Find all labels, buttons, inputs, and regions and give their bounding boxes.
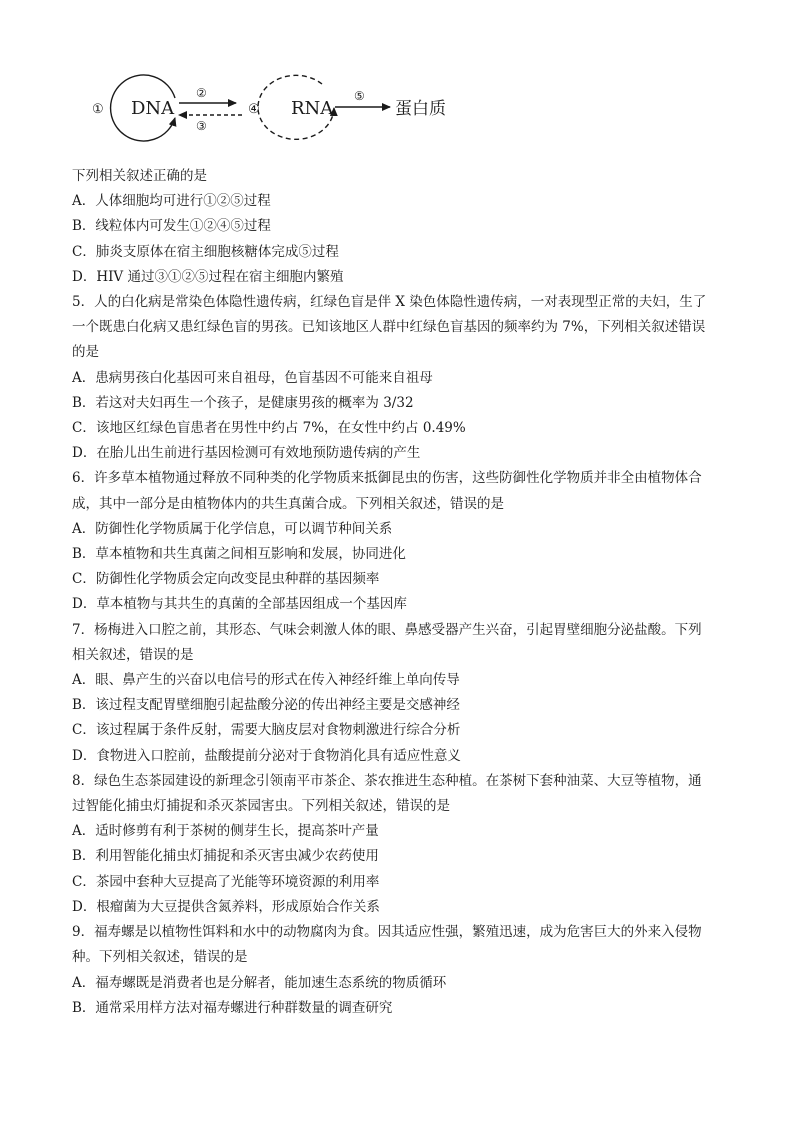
question-7-stem-line: 7．杨梅进入口腔之前，其形态、气味会刺激人体的眼、鼻感受器产生兴奋，引起胃壁细胞分泌盐酸。下列 [72,621,702,638]
label-process-2: ② [196,86,207,100]
question-6-stem-line: 成，其中一部分是由植物体内的共生真菌合成。下列相关叙述，错误的是 [72,495,504,512]
question-6 [72,466,728,617]
question-8-option-c[interactable]: C．茶园中套种大豆提高了光能等环境资源的利用率 [72,873,380,890]
label-process-3: ③ [196,119,207,133]
question-4-option-d[interactable]: D．HIV 通过③①②⑤过程在宿主细胞内繁殖 [72,268,344,285]
dna-label: DNA [131,98,175,119]
question-5-stem-line: 的是 [72,344,99,361]
question-6-option-a[interactable]: A．防御性化学物质属于化学信息，可以调节种间关系 [72,520,393,537]
question-5-stem-line: 5．人的白化病是常染色体隐性遗传病，红绿色盲是伴 X 染色体隐性遗传病，一对表现型正常的夫妇，生了 [72,294,707,311]
question-7-option-d[interactable]: D．食物进入口腔前，盐酸提前分泌对于食物消化具有适应性意义 [72,747,461,764]
question-9-stem-line: 种。下列相关叙述，错误的是 [72,949,248,966]
question-8-option-a[interactable]: A．适时修剪有利于茶树的侧芽生长，提高茶叶产量 [72,823,379,840]
question-4-stem: 下列相关叙述正确的是 [72,168,207,184]
question-5 [72,290,728,466]
question-content [72,164,728,1021]
question-7-option-a[interactable]: A．眼、鼻产生的兴奋以电信号的形式在传入神经纤维上单向传导 [72,672,460,689]
question-4-option-c[interactable]: C．肺炎支原体在宿主细胞核糖体完成⑤过程 [72,243,339,260]
label-process-1: ① [92,102,104,117]
question-4-option-b[interactable]: B．线粒体内可发生①②④⑤过程 [72,218,271,235]
question-7 [72,618,728,769]
question-6-option-c[interactable]: C．防御性化学物质会定向改变昆虫种群的基因频率 [72,571,380,588]
question-5-stem-line: 一个既患白化病又患红绿色盲的男孩。已知该地区人群中红绿色盲基因的频率约为 7%，下列相关叙述错误 [72,319,706,336]
question-9-option-b[interactable]: B．通常采用样方法对福寿螺进行种群数量的调查研究 [72,999,393,1016]
label-process-4: ④ [248,102,260,117]
central-dogma-diagram [72,70,492,146]
question-6-option-d[interactable]: D．草本植物与其共生的真菌的全部基因组成一个基因库 [72,596,407,613]
question-7-stem-line: 相关叙述，错误的是 [72,646,194,663]
question-6-option-b[interactable]: B．草本植物和共生真菌之间相互影响和发展，协同进化 [72,546,406,563]
question-8-option-b[interactable]: B．利用智能化捕虫灯捕捉和杀灭害虫减少农药使用 [72,848,379,865]
rna-label: RNA [291,98,334,119]
question-5-option-c[interactable]: C．该地区红绿色盲患者在男性中约占 7%，在女性中约占 0.49% [72,420,466,437]
label-process-5: ⑤ [354,89,365,103]
question-5-option-d[interactable]: D．在胎儿出生前进行基因检测可有效地预防遗传病的产生 [72,445,421,462]
question-5-option-b[interactable]: B．若这对夫妇再生一个孩子，是健康男孩的概率为 3/32 [72,394,414,411]
question-8-stem-line: 过智能化捕虫灯捕捉和杀灭茶园害虫。下列相关叙述，错误的是 [72,798,450,815]
question-8-stem-line: 8．绿色生态茶园建设的新理念引领南平市茶企、茶农推进生态种植。在茶树下套种油菜、大豆等植物，通 [72,772,702,789]
question-8-option-d[interactable]: D．根瘤菌为大豆提供含氮养料，形成原始合作关系 [72,898,380,915]
question-9-stem-line: 9．福寿螺是以植物性饵料和水中的动物腐肉为食。因其适应性强，繁殖迅速，成为危害巨大的外来入侵物 [72,924,702,941]
question-8 [72,769,728,920]
question-9-option-a[interactable]: A．福寿螺既是消费者也是分解者，能加速生态系统的物质循环 [72,974,447,991]
protein-label: 蛋白质 [395,99,446,119]
question-7-option-c[interactable]: C．该过程属于条件反射，需要大脑皮层对食物刺激进行综合分析 [72,722,461,739]
question-4-option-a[interactable]: A．人体细胞均可进行①②⑤过程 [72,193,271,210]
question-4 [72,164,728,290]
question-5-option-a[interactable]: A．患病男孩白化基因可来自祖母，色盲基因不可能来自祖母 [72,369,433,386]
question-9 [72,920,728,1021]
question-7-option-b[interactable]: B．该过程支配胃壁细胞引起盐酸分泌的传出神经主要是交感神经 [72,697,460,714]
question-6-stem-line: 6．许多草本植物通过释放不同种类的化学物质来抵御昆虫的伤害，这些防御性化学物质并非全由植物体合 [72,470,702,487]
